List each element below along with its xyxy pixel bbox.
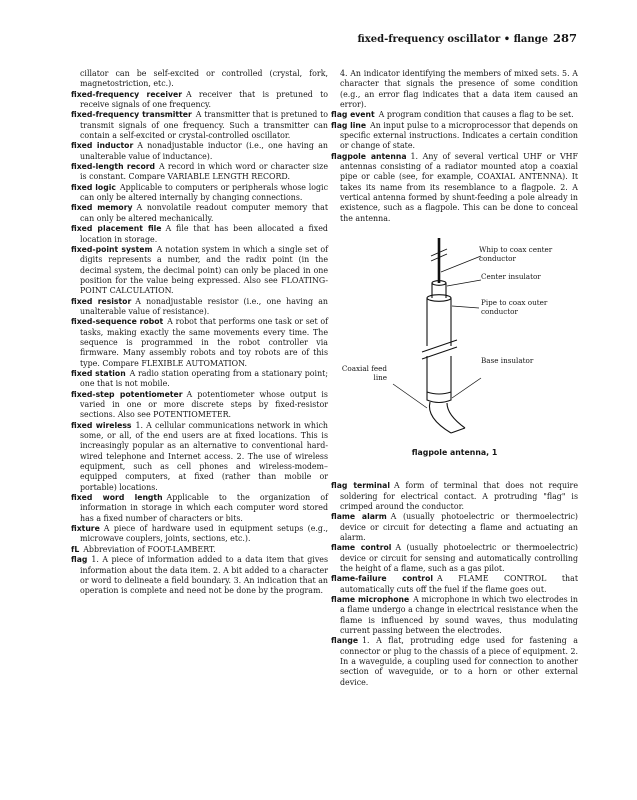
label-base-insulator: Base insulator [481,356,534,366]
entry-term: flagpole antenna [331,151,407,161]
entry-definition: 1. A piece of information added to a data item that gives information about the data item. 2. A bit added to a character or word to delineate a field boundary. 3. An indication that an operation is complete and need not be done by the program. [80,555,328,596]
entry-term: fixed word length [71,493,163,503]
entry-continued [71,69,328,90]
label-coaxial: Coaxial feed line [341,364,387,383]
entry-term: fixed-step potentiometer [71,389,183,399]
glossary-entry [331,121,578,152]
glossary-entry [331,512,578,543]
glossary-entry [71,183,328,204]
entry-definition: A (usually photoelectric or thermoelectric) device or circuit for sensing and automatically controlling the height of a flame, such as a gas pilot. [340,543,579,573]
entry-term: flange [331,636,359,646]
glossary-entry [71,545,328,555]
flagpole-antenna-figure [331,228,578,440]
entry-definition: A (usually photoelectric or thermoelectric) device or circuit for detecting a flame and actuating an alarm. [340,512,578,542]
glossary-entry [331,152,578,224]
entry-definition: 1. A flat, protruding edge used for fastening a connector or plug to the chassis of a piece of equipment. 2. In a waveguide, a coupling used for connection to another section of waveguide, or to a horn or other external device. [340,636,578,687]
glossary-entry [331,481,578,512]
glossary-entry [331,574,578,595]
entry-definition: A form of terminal that does not require soldering for electrical contact. A protruding "flag" is crimped around the conductor. [340,481,578,511]
entry-term: fixed station [71,368,126,378]
entry-term: fixed inductor [71,141,134,151]
glossary-entry [71,141,328,162]
entry-definition: A file that has been allocated a fixed location in storage. [80,224,328,244]
glossary-entry [71,369,328,390]
entry-term: flag [71,555,88,565]
right-entries-top [331,69,578,224]
running-header [60,31,577,47]
glossary-entry [71,317,328,369]
header-title: fixed-frequency oscillator • flange [357,34,548,45]
entry-definition: Applicable to computers or peripherals whose logic can only be altered internally by changing connections. [80,182,328,203]
entry-term: flag line [331,120,367,130]
entry-term: flag event [331,110,375,120]
glossary-entry [71,245,328,297]
entry-definition: Applicable to the organization of information in storage in which each computer word stored has a fixed number of characters or bits. [80,493,328,523]
glossary-entry [331,543,578,574]
page-number: 287 [552,31,577,45]
entry-term: flame alarm [331,512,387,522]
entry-definition: Abbreviation of FOOT-LAMBERT. [83,544,216,554]
entry-definition: A nonvolatile readout computer memory that can only be altered mechanically. [80,203,328,223]
glossary-entry [331,595,578,636]
entry-definition: 1. Any of several vertical UHF or VHF antennas consisting of a radiator mounted atop a coaxial pipe or cable (see, for example, COAXIAL ANTENNA). It takes its name from its resemblance to a flagpole. 2. A vertical antenna formed by shunt-feeding a pole already in existence, such as a flagpole. This can be done to conceal the antenna. [340,151,578,223]
entry-definition: A robot that performs one task or set of tasks, making exactly the same movements every time. The sequence is programmed in the robot controller via firmware. Many assembly robots and toy robots are of this type. Compare FLEXIBLE AUTOMATION. [80,317,328,368]
entry-term: fixed-point system [71,244,153,254]
entry-term: fixed placement file [71,224,162,234]
entry-term: fixed wireless [71,420,132,430]
entry-definition: A receiver that is pretuned to receive signals of one frequency. [80,89,328,110]
entry-term: flame-failure control [331,574,433,584]
label-center-insulator: Center insulator [481,272,541,282]
glossary-entry [331,636,578,688]
entry-term: fL [71,544,80,554]
entry-definition: An input pulse to a microprocessor that depends on specific external instructions. Indicates a certain condition or change of state. [340,120,578,151]
right-column [331,69,578,688]
glossary-entry [71,162,328,183]
glossary-entry [71,297,328,318]
glossary-entry [71,493,328,524]
entry-definition: A nonadjustable inductor (i.e., one having an unalterable value of inductance). [80,141,328,161]
entry-definition: A potentiometer whose output is varied in one or more discrete steps by fixed-resistor sections. Also see POTENTIOMETER. [80,389,328,420]
entry-term: flame microphone [331,594,410,604]
entry-term: flame control [331,543,392,553]
glossary-entry [71,390,328,421]
label-whip: Whip to coax center conductor [479,245,553,264]
entry-definition: A transmitter that is pretuned to transmit signals of one frequency. Such a transmitter can contain a self-excited or crystal-controlled oscillator. [80,110,328,141]
entry-continued [331,69,578,110]
entry-term: fixed-length record [71,162,156,172]
entry-term: flag terminal [331,481,390,491]
entry-definition: A program condition that causes a flag to be set. [378,110,574,120]
entry-definition: A piece of hardware used in equipment setups (e.g., microwave couplers, joints, sections, etc.). [80,524,328,544]
glossary-entry [71,524,328,545]
glossary-entry [71,203,328,224]
entry-definition: cillator can be self-excited or controlled (crystal, fork, magnetostriction, etc.). [80,69,328,89]
entry-definition: A microphone in which two electrodes in a flame undergo a change in electrical resistance when the flame is influenced by sound waves, thus modulating current passing between the electrodes. [340,594,578,635]
entry-term: fixed-frequency transmitter [71,110,192,120]
entry-definition: A record in which word or character size is constant. Compare VARIABLE LENGTH RECORD. [80,162,328,182]
glossary-entry [71,421,328,493]
left-column [71,69,328,597]
entry-term: fixed-frequency receiver [71,89,182,99]
entry-definition: 4. An indicator identifying the members of mixed sets. 5. A character that signals the presence of some condition (e.g., an error flag indicates that a data item caused an error). [340,69,578,110]
entry-term: fixture [71,524,100,534]
glossary-entry [71,110,328,141]
glossary-entry [71,555,328,596]
figure-caption: flagpole antenna, 1 [411,448,498,458]
label-pipe: Pipe to coax outer conductor [481,298,548,317]
glossary-entry [331,110,578,120]
glossary-entry [71,90,328,111]
entry-definition: A nonadjustable resistor (i.e., one having an unalterable value of resistance). [80,296,328,316]
glossary-entry [71,224,328,245]
right-entries-bottom [331,481,578,688]
entry-definition: A FLAME CONTROL that automatically cuts off the fuel if the flame goes out. [340,574,578,594]
entry-definition: A notation system in which a single set of digits represents a number, and the radix point (in the decimal system, the decimal point) can only be placed in one position for the value being expressed. Also see FLOATING-POINT CALCULATION. [80,244,328,296]
entry-term: fixed resistor [71,296,132,306]
entry-definition: A radio station operating from a stationary point; one that is not mobile. [80,368,328,389]
entry-term: fixed memory [71,203,133,213]
entry-definition: 1. A cellular communications network in which some, or all, of the end users are at fixed locations. This is increasingly popular as an alternative to conventional hard-wired telephone and Internet access. 2. The use of wireless equipment, such as cell phones and wireless-modem–equipped computers, at fixed (rather than mobile or portable) locations. [80,420,328,492]
entry-term: fixed-sequence robot [71,317,164,327]
entry-term: fixed logic [71,182,116,192]
